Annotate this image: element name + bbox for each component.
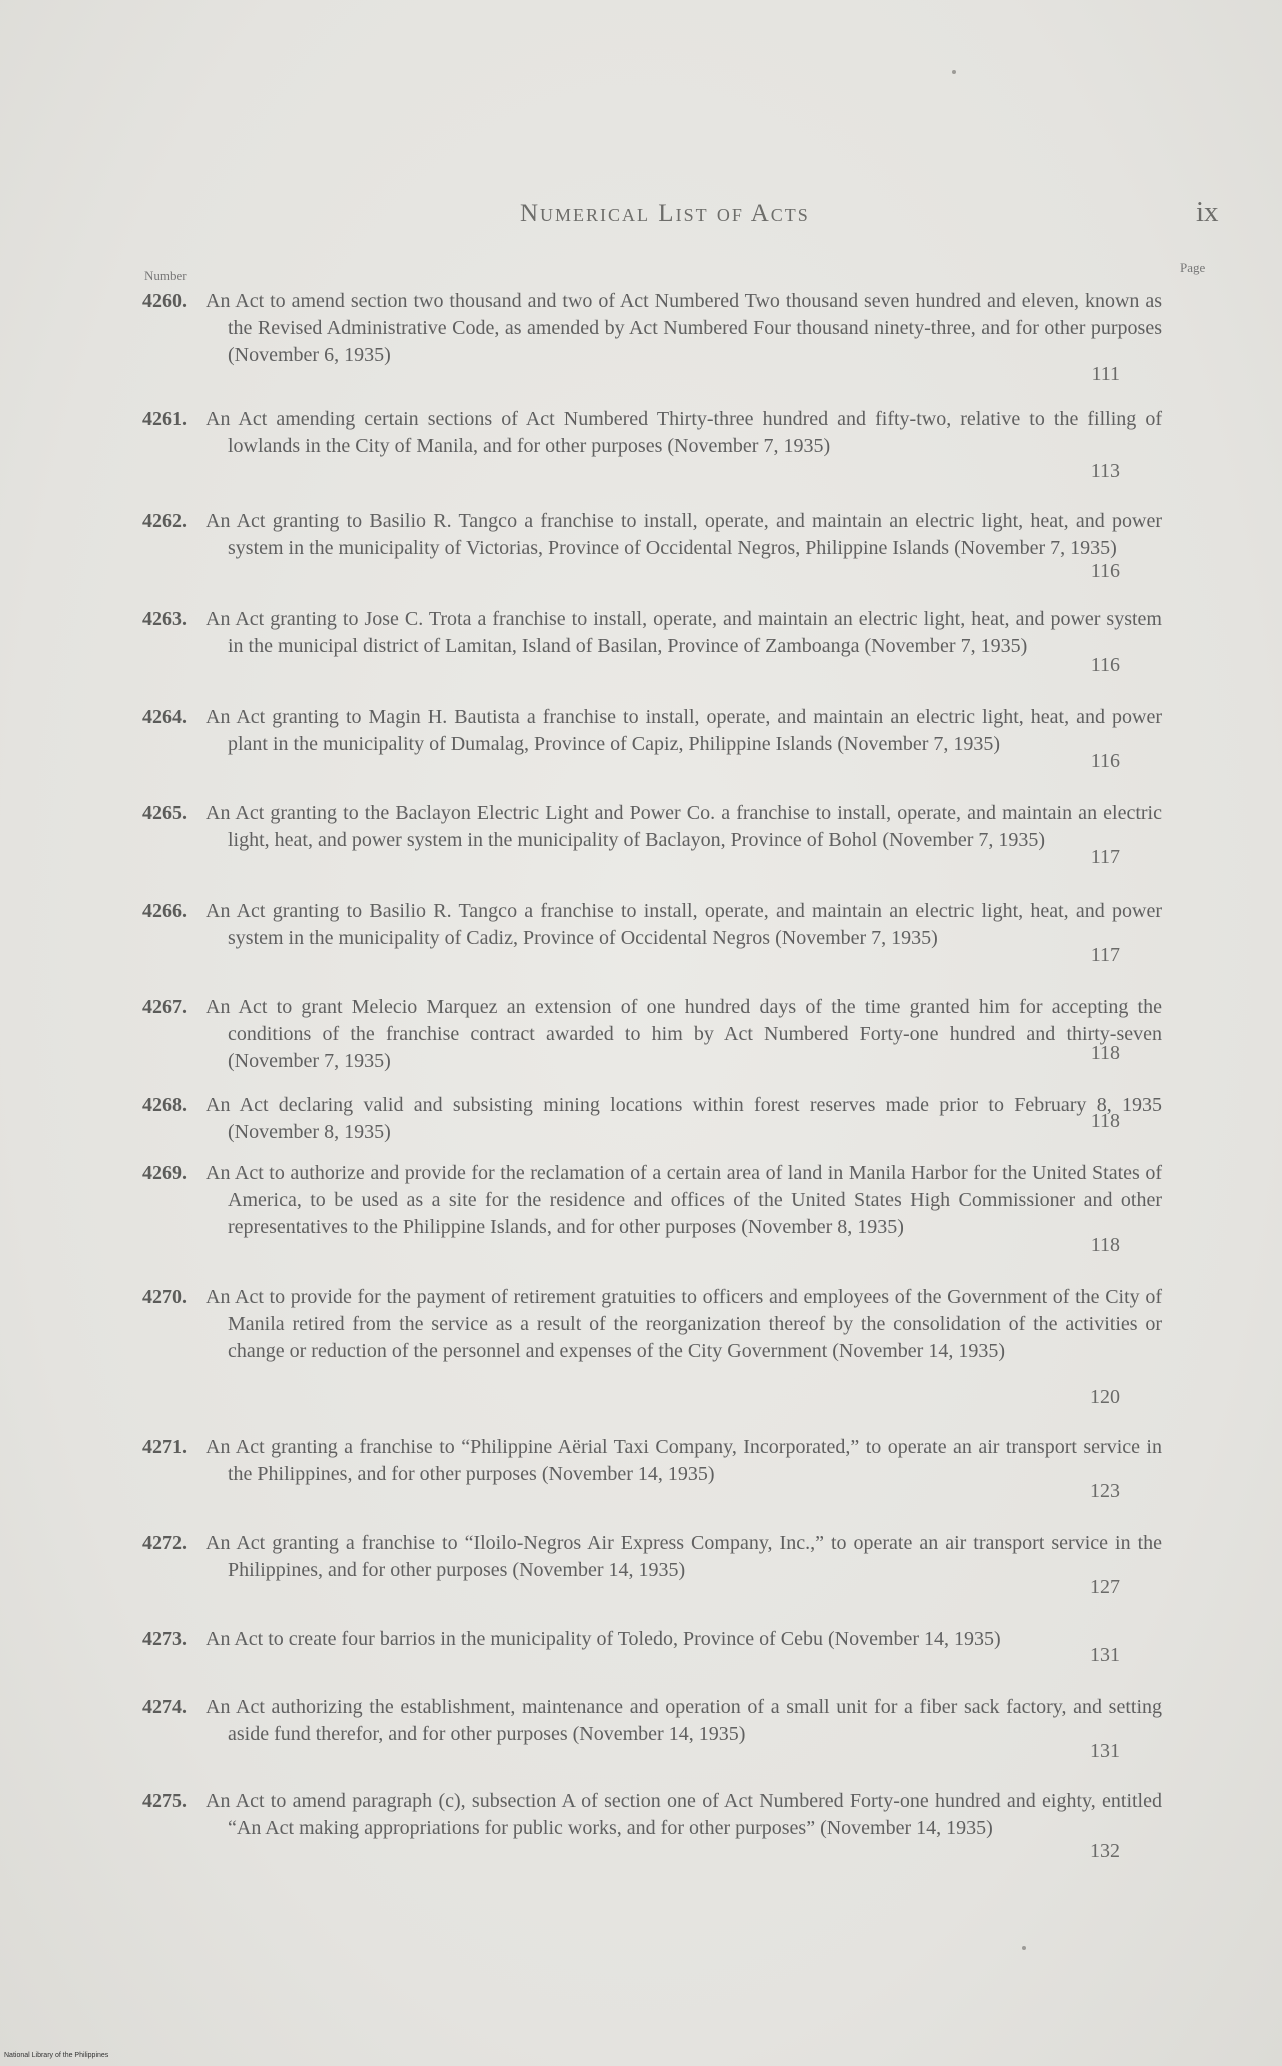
- act-number: 4274.: [142, 1696, 187, 1718]
- act-page: 117: [1090, 846, 1120, 868]
- act-page: 117: [1090, 944, 1120, 966]
- list-item: [142, 994, 1162, 1075]
- act-title: An Act to amend section two thousand and two of Act Numbered Two thousand seven hundred and eleven, known as the Revised Administrative Code, as amended by Act Numbered Four thousand ninety-three, and for other purposes (November 6, 1935): [206, 290, 1162, 366]
- act-title: An Act granting to the Baclayon Electric Light and Power Co. a franchise to install, operate, and maintain an electric light, heat, and power system in the municipality of Baclayon, Province of Bohol (November 7, 1935): [206, 802, 1162, 851]
- act-title: An Act authorizing the establishment, maintenance and operation of a small unit for a fiber sack factory, and setting aside fund therefor, and for other purposes (November 14, 1935): [206, 1696, 1162, 1745]
- list-item: [142, 1434, 1162, 1488]
- act-number: 4265.: [142, 802, 187, 824]
- act-number: 4262.: [142, 510, 187, 532]
- act-page: 120: [1090, 1386, 1120, 1408]
- page-folio: ix: [1196, 196, 1219, 228]
- act-number: 4271.: [142, 1436, 187, 1458]
- act-page: 113: [1090, 460, 1120, 482]
- paper-speck: [952, 70, 956, 74]
- act-number: 4267.: [142, 996, 187, 1018]
- act-title: An Act to authorize and provide for the reclamation of a certain area of land in Manila Harbor for the United States of America, to be used as a site for the residence and offices of the United States High Commissioner and other representatives to the Philippine Islands, and for other purposes (November 8, 1935): [206, 1162, 1162, 1238]
- list-item: [142, 898, 1162, 952]
- act-number: 4260.: [142, 290, 187, 312]
- list-item: [142, 1788, 1162, 1842]
- act-number: 4275.: [142, 1790, 187, 1812]
- page-title: Numerical List of Acts: [520, 200, 810, 227]
- act-title: An Act granting to Basilio R. Tangco a franchise to install, operate, and maintain an electric light, heat, and power system in the municipality of Victorias, Province of Occidental Negros, Philippine Islands (November 7, 1935): [206, 510, 1162, 559]
- act-title: An Act granting a franchise to “Philippine Aërial Taxi Company, Incorporated,” to operate an air transport service in the Philippines, and for other purposes (November 14, 1935): [206, 1436, 1162, 1485]
- act-title: An Act amending certain sections of Act Numbered Thirty-three hundred and fifty-two, relative to the filling of lowlands in the City of Manila, and for other purposes (November 7, 1935): [206, 408, 1162, 457]
- act-title: An Act declaring valid and subsisting mining locations within forest reserves made prior to February 8, 1935 (November 8, 1935): [206, 1094, 1162, 1143]
- act-page: 116: [1090, 560, 1120, 582]
- act-number: 4270.: [142, 1286, 187, 1308]
- act-number: 4268.: [142, 1094, 187, 1116]
- page-column-header: Page: [1180, 260, 1206, 275]
- act-number: 4269.: [142, 1162, 187, 1184]
- act-title: An Act to create four barrios in the municipality of Toledo, Province of Cebu (November 14, 1935): [206, 1628, 1001, 1650]
- act-number: 4264.: [142, 706, 187, 728]
- act-title: An Act to provide for the payment of retirement gratuities to officers and employees of the Government of the City of Manila retired from the service as a result of the reorganization thereof by the consolidation of the activities or change or reduction of the personnel and expenses of the City Government (November 14, 1935): [206, 1286, 1162, 1362]
- list-item: [142, 704, 1162, 758]
- act-title: An Act granting to Magin H. Bautista a franchise to install, operate, and maintain an electric light, heat, and power plant in the municipality of Dumalag, Province of Capiz, Philippine Islands (November 7, 1935): [206, 706, 1162, 755]
- act-title: An Act to grant Melecio Marquez an extension of one hundred days of the time granted him for accepting the conditions of the franchise contract awarded to him by Act Numbered Forty-one hundred and thirty-seven (November 7, 1935): [206, 996, 1162, 1072]
- act-number: 4272.: [142, 1532, 187, 1554]
- list-item: [142, 800, 1162, 854]
- act-page: 118: [1090, 1042, 1120, 1064]
- list-item: [142, 1626, 1162, 1653]
- act-title: An Act granting to Basilio R. Tangco a franchise to install, operate, and maintain an electric light, heat, and power system in the municipality of Cadiz, Province of Occidental Negros (November 7, 1935): [206, 900, 1162, 949]
- act-title: An Act to amend paragraph (c), subsection A of section one of Act Numbered Forty-one hundred and eighty, entitled “An Act making appropriations for public works, and for other purposes” (November 14, 1935): [206, 1790, 1162, 1839]
- library-footer: National Library of the Philippines: [4, 2052, 109, 2059]
- act-number: 4266.: [142, 900, 187, 922]
- act-page: 131: [1090, 1644, 1120, 1666]
- act-page: 118: [1090, 1234, 1120, 1256]
- act-number: 4261.: [142, 408, 187, 430]
- act-title: An Act granting to Jose C. Trota a franchise to install, operate, and maintain an electric light, heat, and power system in the municipal district of Lamitan, Island of Basilan, Province of Zamboanga (November 7, 1935): [206, 608, 1162, 657]
- act-page: 132: [1090, 1840, 1120, 1862]
- act-page: 123: [1090, 1480, 1120, 1502]
- list-item: [142, 1284, 1162, 1365]
- act-page: 111: [1091, 363, 1120, 385]
- act-page: 116: [1090, 750, 1120, 772]
- list-item: [142, 288, 1162, 369]
- act-page: 127: [1090, 1576, 1120, 1598]
- act-page: 131: [1090, 1740, 1120, 1762]
- list-item: [142, 1530, 1162, 1584]
- paper-speck: [1022, 1946, 1026, 1950]
- column-headers: [0, 260, 1282, 288]
- act-page: 116: [1090, 654, 1120, 676]
- running-head: [0, 196, 1282, 236]
- list-item: [142, 508, 1162, 562]
- list-item: [142, 606, 1162, 660]
- list-item: [142, 1160, 1162, 1241]
- list-item: [142, 406, 1162, 460]
- list-item: [142, 1694, 1162, 1748]
- act-title: An Act granting a franchise to “Iloilo-Negros Air Express Company, Inc.,” to operate an air transport service in the Philippines, and for other purposes (November 14, 1935): [206, 1532, 1162, 1581]
- act-number: 4273.: [142, 1628, 187, 1650]
- act-page: 118: [1090, 1110, 1120, 1132]
- list-item: [142, 1092, 1162, 1146]
- number-column-header: Number: [144, 268, 187, 283]
- act-number: 4263.: [142, 608, 187, 630]
